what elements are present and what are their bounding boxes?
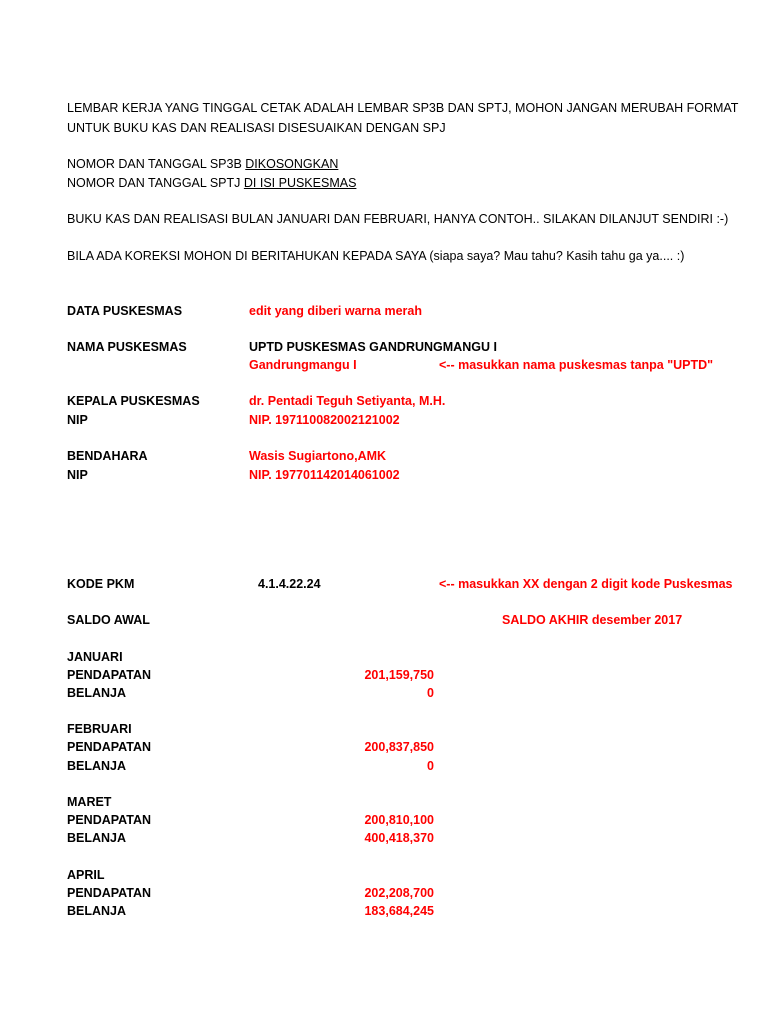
nama-puskesmas-hint: <-- masukkan nama puskesmas tanpa "UPTD" [439, 358, 714, 372]
pendapatan-label: PENDAPATAN [67, 886, 152, 900]
belanja-label: BELANJA [67, 904, 127, 918]
kode-pkm-hint: <-- masukkan XX dengan 2 digit kode Puskesmas [439, 577, 733, 591]
edit-hint: edit yang diberi warna merah [249, 304, 422, 318]
note-sp3b [67, 156, 338, 172]
saldo-akhir-hint: SALDO AKHIR desember 2017 [502, 613, 683, 627]
bendahara-nip-input[interactable]: NIP. 197701142014061002 [249, 468, 400, 482]
belanja-value[interactable]: 0 [427, 686, 434, 700]
month-name: JANUARI [67, 650, 123, 664]
kepala-puskesmas-label: KEPALA PUSKESMAS [67, 394, 200, 408]
nama-puskesmas-full: UPTD PUSKESMAS GANDRUNGMANGU I [249, 340, 497, 354]
belanja-label: BELANJA [67, 831, 127, 845]
pendapatan-value[interactable]: 200,810,100 [364, 813, 434, 827]
month-name: APRIL [67, 868, 105, 882]
kode-pkm-value[interactable]: 4.1.4.22.24 [258, 577, 321, 591]
note-sp3b-text: NOMOR DAN TANGGAL SP3B [67, 157, 246, 171]
month-name: FEBRUARI [67, 722, 132, 736]
note-sp3b-emphasis: DIKOSONGKAN [245, 157, 339, 171]
pendapatan-value[interactable]: 201,159,750 [364, 668, 434, 682]
belanja-value[interactable]: 400,418,370 [364, 831, 434, 845]
pendapatan-label: PENDAPATAN [67, 740, 152, 754]
belanja-value[interactable]: 0 [427, 759, 434, 773]
saldo-awal-label: SALDO AWAL [67, 613, 150, 627]
pendapatan-value[interactable]: 200,837,850 [364, 740, 434, 754]
pendapatan-label: PENDAPATAN [67, 668, 152, 682]
belanja-label: BELANJA [67, 759, 127, 773]
nama-puskesmas-label: NAMA PUSKESMAS [67, 340, 187, 354]
bendahara-label: BENDAHARA [67, 449, 148, 463]
note-line-1: LEMBAR KERJA YANG TINGGAL CETAK ADALAH LEMBAR SP3B DAN SPTJ, MOHON JANGAN MERUBAH FORMAT [67, 101, 739, 115]
bendahara-input[interactable]: Wasis Sugiartono,AMK [249, 449, 387, 463]
note-line-5: BUKU KAS DAN REALISASI BULAN JANUARI DAN FEBRUARI, HANYA CONTOH.. SILAKAN DILANJUT SENDIRI :-) [67, 212, 729, 226]
kepala-puskesmas-input[interactable]: dr. Pentadi Teguh Setiyanta, M.H. [249, 394, 446, 408]
pendapatan-label: PENDAPATAN [67, 813, 152, 827]
data-puskesmas-label: DATA PUSKESMAS [67, 304, 183, 318]
belanja-value[interactable]: 183,684,245 [364, 904, 434, 918]
note-line-2: UNTUK BUKU KAS DAN REALISASI DISESUAIKAN DENGAN SPJ [67, 121, 446, 135]
belanja-label: BELANJA [67, 686, 127, 700]
bendahara-nip-label: NIP [67, 468, 88, 482]
note-sptj [67, 175, 356, 191]
kode-pkm-label: KODE PKM [67, 577, 135, 591]
note-sptj-emphasis: DI ISI PUSKESMAS [243, 176, 357, 190]
nama-puskesmas-input[interactable]: Gandrungmangu I [249, 358, 357, 372]
kepala-nip-input[interactable]: NIP. 197110082002121002 [249, 413, 400, 427]
note-sptj-text: NOMOR DAN TANGGAL SPTJ [67, 176, 244, 190]
note-line-6: BILA ADA KOREKSI MOHON DI BERITAHUKAN KEPADA SAYA (siapa saya? Mau tahu? Kasih tahu ga ya.... :) [67, 249, 685, 263]
month-name: MARET [67, 795, 112, 809]
kepala-nip-label: NIP [67, 413, 88, 427]
pendapatan-value[interactable]: 202,208,700 [364, 886, 434, 900]
